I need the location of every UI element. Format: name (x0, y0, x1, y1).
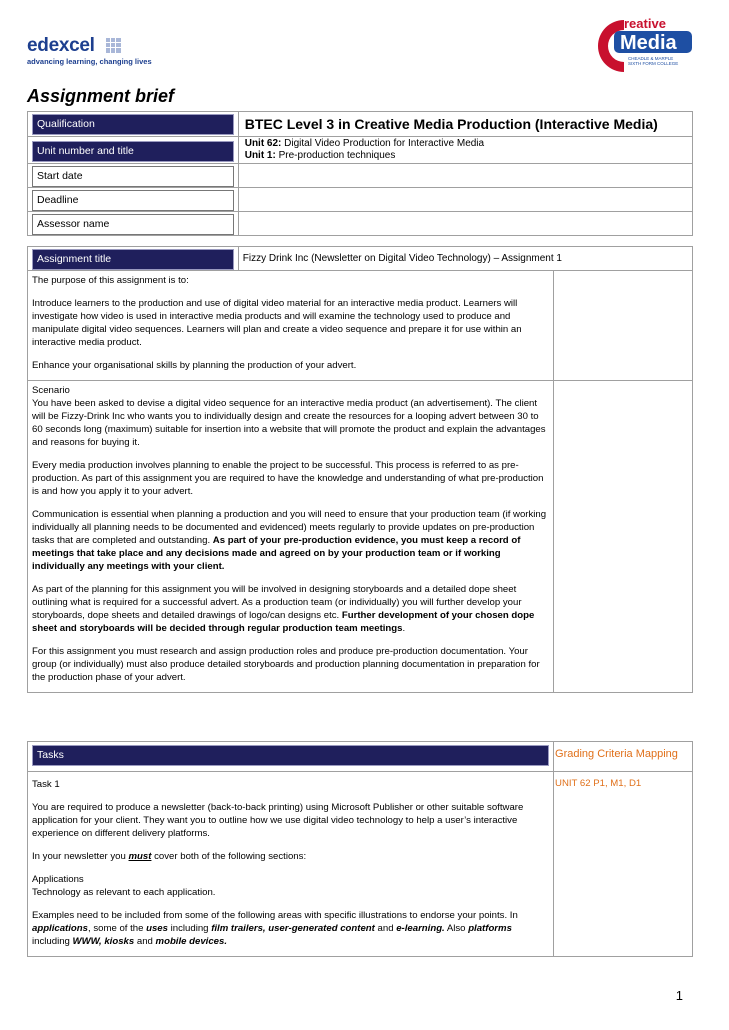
deadline-value[interactable] (238, 188, 692, 212)
unit1-prefix: Unit 1: (244, 150, 276, 161)
task1-criteria: UNIT 62 P1, M1, D1 (555, 778, 642, 789)
task1-p4-film: film trailers, user-generated content (211, 923, 375, 934)
unit62-prefix: Unit 62: (244, 138, 282, 149)
start-date-label-cell (28, 164, 239, 188)
task1-p4-mobile: mobile devices. (155, 936, 227, 947)
assessor-value[interactable] (238, 212, 692, 236)
task1-label: Task 1 (32, 779, 60, 790)
scenario-p4 (32, 583, 549, 635)
assignment-title-value-cell (238, 247, 692, 271)
scenario-p4-c: . (402, 623, 406, 634)
task1-p1: You are required to produce a newsletter (back-to-back printing) using Microsoft Publisher or other suitable software application for your client. They want you to outline how we use digital video technology to help a user’s interactive experience on different delivery platforms. (32, 802, 524, 839)
qualification-label-cell (28, 112, 239, 137)
unit62-title: Digital Video Production for Interactive Media (284, 138, 485, 149)
scenario-p5: For this assignment you must research and assign production roles and produce pre-production documentation. Your group (or individually) must also produce detailed storyboards and production planning documentation in preparation for the production phase of your advert. (32, 646, 540, 683)
scenario-p1: You have been asked to devise a digital video sequence for an interactive media product (an advertisement). The client will be Fizzy-Drink Inc who wants you to individually design and create the resources for a looping advert between 30 to 60 seconds long (maximum) suitable for insertion into a website that will promote the product and explain the advantages and reasons for buying it. (32, 398, 546, 448)
task1-p4-e: Also (444, 923, 469, 934)
edexcel-logo (27, 35, 152, 66)
task1-cell (28, 772, 554, 957)
edexcel-tagline: advancing learning, changing lives (27, 57, 152, 66)
tasks-label: Tasks (32, 745, 549, 766)
scenario-p4-b: Further development of your chosen dope sheet and storyboards will be decided through regular production team meetings (32, 610, 535, 634)
scenario-text (28, 381, 553, 692)
task1-p4-f: including (32, 936, 73, 947)
qualification-label: Qualification (32, 114, 234, 135)
unit-value (239, 137, 692, 163)
tasks-table (27, 741, 693, 957)
cm-logo-sub1: CHEADLE & MARPLE (628, 56, 674, 61)
scenario-side-cell (554, 381, 693, 693)
task1-p4-platforms: platforms (468, 923, 512, 934)
deadline-label: Deadline (32, 190, 234, 211)
task1-p2 (32, 850, 549, 863)
grading-label-cell (554, 742, 693, 772)
scenario-p2: Every media production involves planning to enable the project to be successful. This process is referred to as pre-production. As part of this assignment you are required to have the knowledge and understanding of what pre-production is and how you apply it to your advert. (32, 460, 544, 497)
purpose-text (28, 271, 553, 380)
purpose-cell (28, 271, 554, 381)
task1-p4 (32, 909, 549, 948)
scenario-heading: Scenario (32, 385, 70, 396)
task1-text (28, 772, 553, 956)
scenario-p3 (32, 508, 549, 573)
creative-media-logo (594, 14, 694, 76)
unit-label-cell (28, 137, 239, 164)
info-table (27, 111, 693, 236)
grading-criteria-label: Grading Criteria Mapping (555, 748, 678, 760)
purpose-intro: The purpose of this assignment is to: (32, 275, 189, 286)
task1-p4-g: and (134, 936, 156, 947)
edexcel-grid-icon (106, 38, 121, 53)
unit1-title: Pre-production techniques (278, 150, 396, 161)
purpose-p2: Enhance your organisational skills by planning the production of your advert. (32, 360, 357, 371)
assignment-table (27, 246, 693, 693)
start-date-label: Start date (32, 166, 234, 187)
start-date-value[interactable] (238, 164, 692, 188)
task1-p4-applications: applications (32, 923, 88, 934)
unit-value-cell (238, 137, 692, 164)
purpose-p1: Introduce learners to the production and use of digital video material for an interactive media product. Learners will investigate how video is used in interactive media products and will examine the technology used to produce and manipulate digital video sequences. Learners will plan and create a video sequence and prepare it for use within an interactive media product. (32, 298, 522, 348)
unit-label: Unit number and title (32, 141, 234, 162)
page-number: 1 (675, 988, 683, 1003)
assessor-label: Assessor name (32, 214, 234, 235)
cm-logo-reative: reative (624, 16, 666, 31)
scenario-p3-a: Communication is essential when planning a production and you will need to ensure that your production team (if working individually all planning needs to be documented and evidenced) meets regularly to provide updates on pre-production tasks that are completed and outstanding. (32, 509, 547, 546)
assignment-title-label: Assignment title (32, 249, 234, 270)
task1-p4-d: and (374, 923, 397, 934)
scenario-p3-b: As part of your pre-production evidence, you must keep a record of meetings that take place and any decisions made and agreed on by your production team or if working individually any meetings with your client. (32, 535, 521, 572)
page-title: Assignment brief (27, 86, 175, 106)
task1-p4-b: , some of the (87, 923, 147, 934)
assignment-title-value: Fizzy Drink Inc (Newsletter on Digital Video Technology) – Assignment 1 (242, 253, 562, 264)
purpose-side-cell (554, 271, 693, 381)
task1-sections (32, 873, 549, 899)
task1-p2-must: must (128, 851, 152, 862)
task1-p2-a: In your newsletter you (32, 851, 129, 862)
qualification-value-cell (238, 112, 692, 137)
qualification-value: BTEC Level 3 in Creative Media Production (Interactive Media) (244, 116, 658, 132)
task1-p4-uses: uses (146, 923, 168, 934)
tasks-label-cell (28, 742, 554, 772)
task1-p4-c: including (167, 923, 212, 934)
task1-section-technology: Technology as relevant to each application. (32, 887, 216, 898)
task1-section-applications: Applications (32, 874, 84, 885)
task1-p2-b: cover both of the following sections: (151, 851, 307, 862)
edexcel-wordmark: edexcel (27, 35, 95, 56)
scenario-cell (28, 381, 554, 693)
assignment-title-label-cell (28, 247, 239, 271)
cm-logo-media: Media (620, 32, 677, 54)
assessor-label-cell (28, 212, 239, 236)
task1-p4-www: WWW, kiosks (72, 936, 135, 947)
cm-logo-sub2: SIXTH FORM COLLEGE (628, 61, 679, 66)
task1-criteria-cell (554, 772, 693, 957)
deadline-label-cell (28, 188, 239, 212)
scenario-p4-a: As part of the planning for this assignment you will be involved in designing storyboards and a detailed dope sheet outlining what is required for a successful advert. As a production team (or individually) you will further develop your storyboards, dope sheets and detailed drawings of logo/can designs etc. (32, 584, 522, 621)
task1-p4-elearning: e-learning. (396, 923, 445, 934)
task1-p4-a: Examples need to be included from some of the following areas with specific illustrations to endorse your points. In (32, 910, 518, 921)
